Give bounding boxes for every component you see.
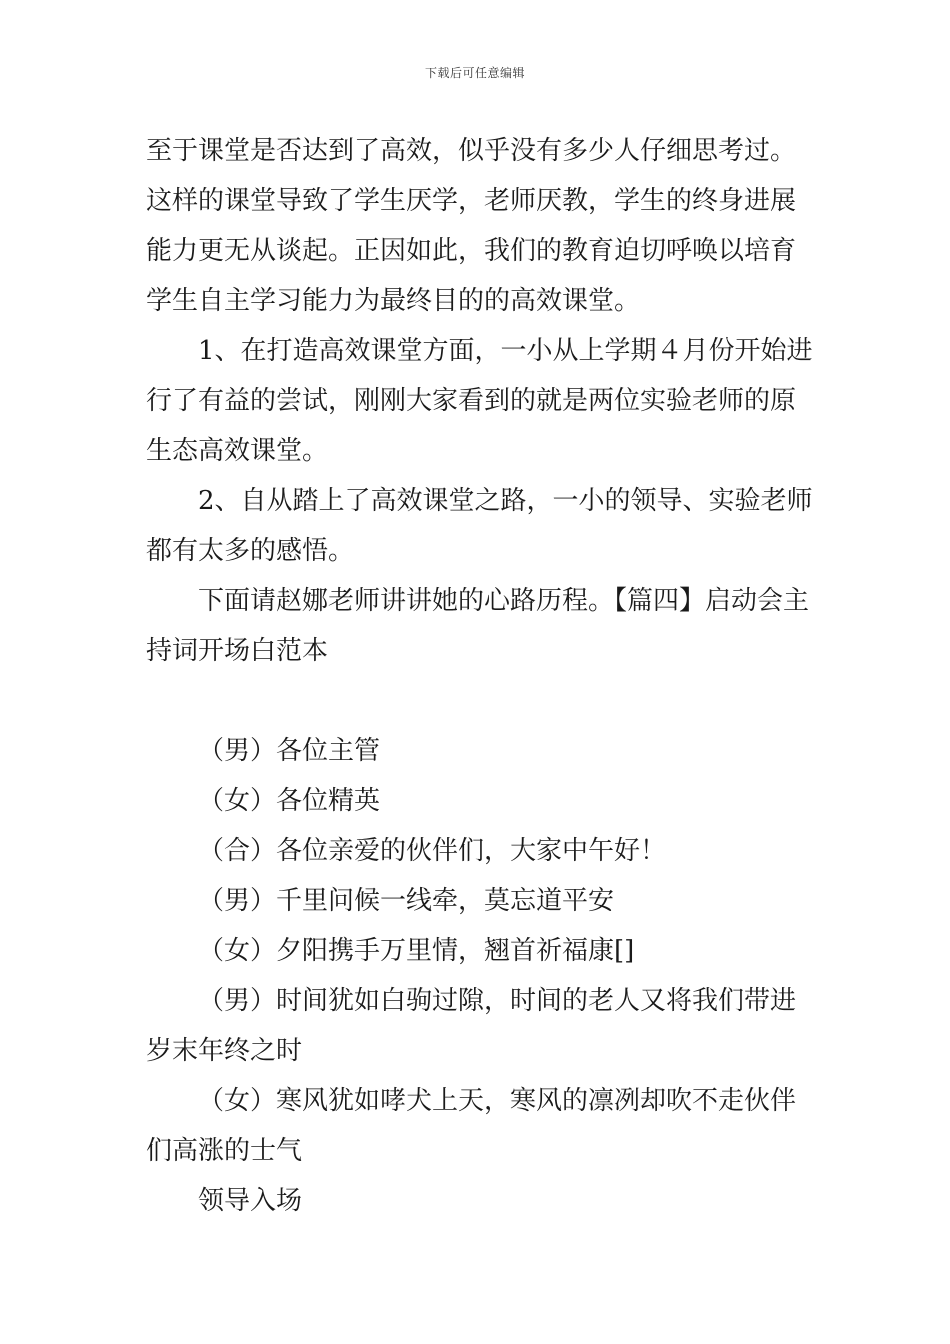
paragraph-intro: 至于课堂是否达到了高效，似乎没有多少人仔细思考过。这样的课堂导致了学生厌学，老师厌教，学生的终身进展能力更无从谈起。正因如此，我们的教育迫切呼唤以培育学生自主学习能力为最终目的的高效课堂。 [146, 136, 797, 316]
page-header: 下载后可任意编辑 [424, 66, 525, 80]
script-line: （男）千里问候一线牵，莫忘道平安 [198, 886, 615, 916]
script-line: （男）时间犹如白驹过隙，时间的老人又将我们带进岁末年终之时 [146, 986, 797, 1066]
script-line: （女）寒风犹如哮犬上天，寒风的凛冽却吹不走伙伴们高涨的士气 [146, 1086, 797, 1166]
paragraph-point-2: 2、自从踏上了高效课堂之路，一小的领导、实验老师都有太多的感悟。 [146, 486, 813, 566]
script-line: （男）各位主管 [198, 736, 381, 766]
blank-line [146, 676, 816, 726]
paragraph-point-1: 1、在打造高效课堂方面，一小从上学期４月份开始进行了有益的尝试，刚刚大家看到的就是两位实验老师的原生态高效课堂。 [146, 336, 813, 466]
script-line: 领导入场 [198, 1186, 303, 1216]
script-line: （女）各位精英 [198, 786, 381, 816]
script-line: （合）各位亲爱的伙伴们，大家中午好！ [198, 836, 667, 866]
script-line: （女）夕阳携手万里情，翘首祈福康[] [198, 936, 635, 966]
paragraph-transition: 下面请赵娜老师讲讲她的心路历程。【篇四】启动会主持词开场白范本 [146, 586, 810, 666]
document-body [146, 126, 816, 1226]
